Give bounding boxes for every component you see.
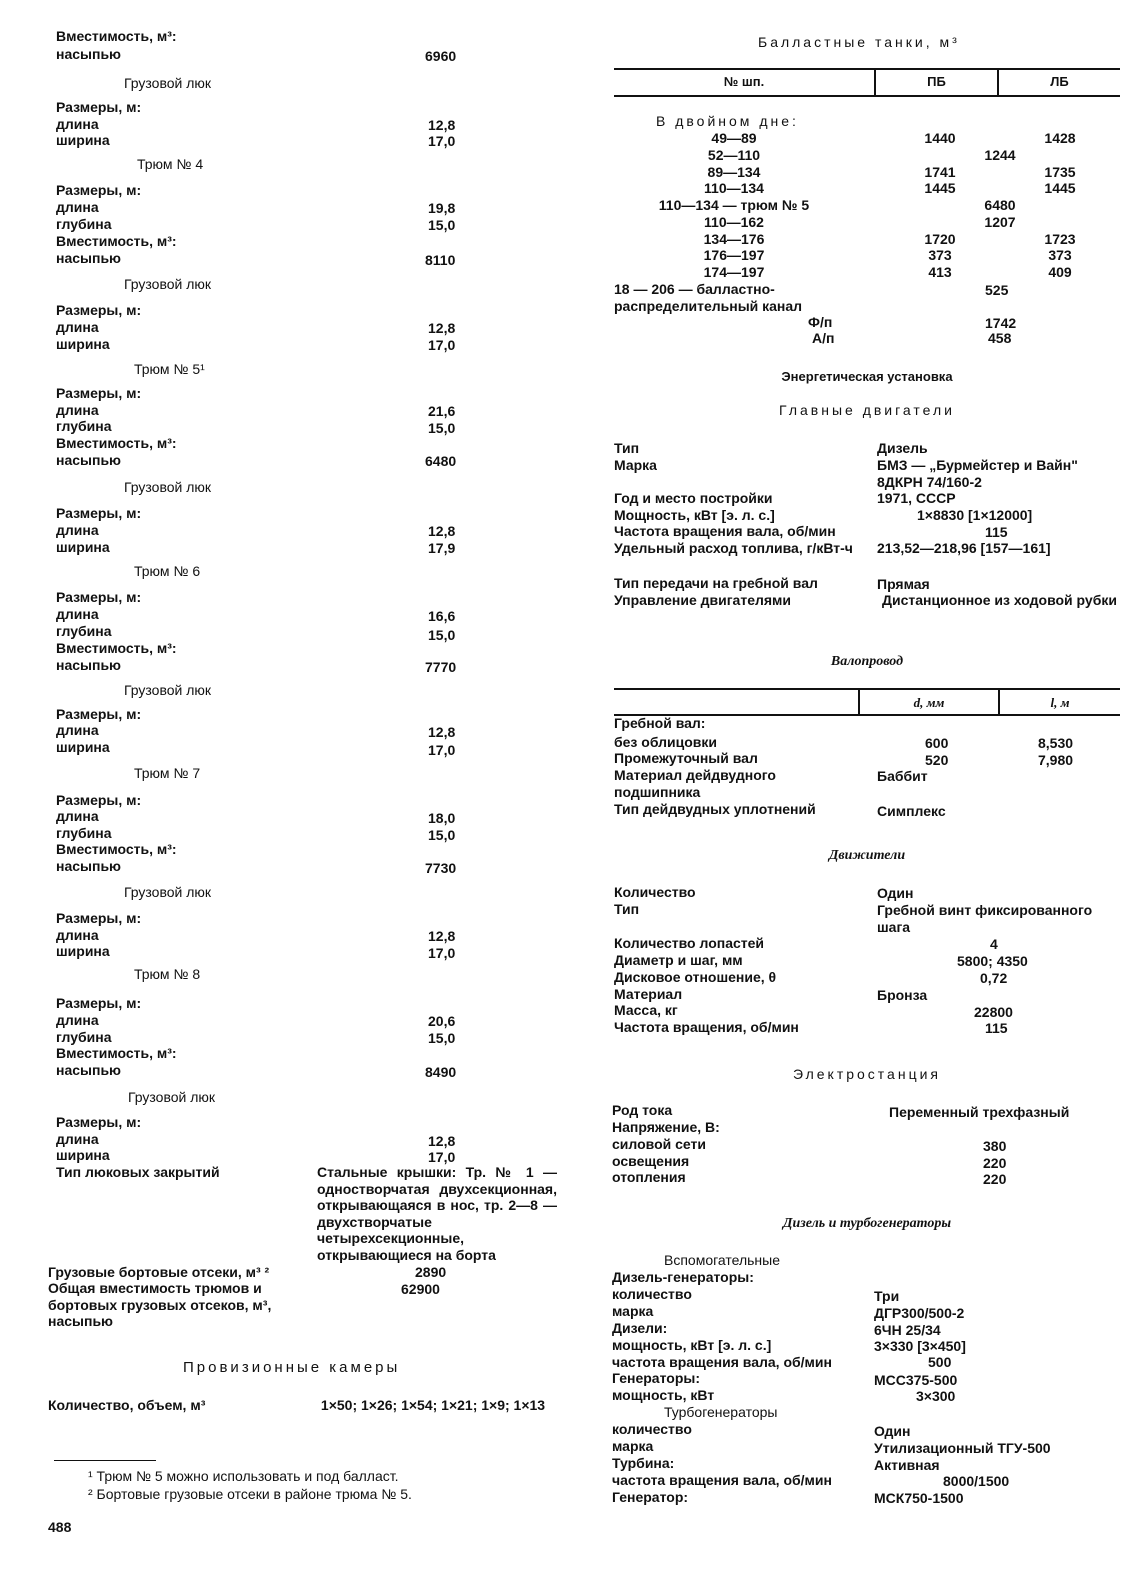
engine-drive-value: Прямая	[877, 576, 930, 592]
shaft-length: 7,980	[1038, 752, 1074, 768]
prop-diameter-label: Диаметр и шаг, мм	[614, 952, 743, 968]
bulk-label: насыпью	[56, 657, 122, 673]
table-top-rule	[614, 68, 1120, 70]
shaft-row-label: Гребной вал:	[614, 715, 706, 731]
depth-label: глубина	[56, 623, 112, 639]
prop-qty-label: Количество	[614, 884, 696, 900]
shaft-row-label: Промежуточный вал	[614, 750, 758, 766]
depth-value: 15,0	[428, 627, 456, 643]
hold-5-heading: Трюм № 5¹	[134, 361, 205, 377]
ballast-lb: 1735	[1044, 163, 1076, 180]
power-plant-heading: Энергетическая установка	[781, 369, 953, 384]
ballast-frame: 110—134 — трюм № 5	[658, 197, 810, 213]
dims-label: Размеры, м:	[56, 302, 142, 318]
length-value: 18,0	[428, 810, 456, 826]
fp-value: 1742	[985, 315, 1017, 331]
hatch-heading: Грузовой люк	[124, 75, 212, 91]
length-label: длина	[56, 606, 99, 622]
engine-brand-value: БМЗ — „Бурмейстер и Вайн" 8ДКРН 74/160-2	[877, 457, 1078, 490]
prop-rpm-label: Частота вращения, об/мин	[614, 1019, 799, 1035]
header-frame: № шп.	[723, 74, 765, 89]
channel-label: 18 — 206 — балластно-распределительный канал	[614, 281, 803, 314]
fp-label: Ф/п	[808, 314, 833, 330]
ballast-lb: 1445	[1044, 180, 1076, 197]
prop-mass-value: 22800	[974, 1004, 1013, 1020]
ballast-frame: 176—197	[703, 247, 765, 264]
bulk-label: насыпью	[56, 250, 122, 266]
lighting-value: 220	[983, 1155, 1007, 1171]
ballast-lb: 409	[1048, 264, 1072, 280]
engine-control-label: Управление двигателями	[614, 592, 792, 608]
generators-label: Генераторы:	[612, 1370, 700, 1386]
auxiliary-subheading: Вспомогательные	[664, 1252, 781, 1268]
capacity-label: Вместимость, м³:	[56, 28, 177, 44]
channel-value: 525	[985, 282, 1009, 298]
depth-label: глубина	[56, 825, 112, 841]
turbine-label: Турбина:	[612, 1455, 675, 1471]
heating-label: отопления	[612, 1169, 686, 1185]
prop-diameter-value: 5800; 4350	[957, 953, 1028, 969]
power-grid-label: силовой сети	[612, 1136, 706, 1152]
ap-label: А/п	[812, 330, 835, 346]
dg-brand-value: ДГР300/500-2	[874, 1305, 965, 1321]
provision-heading: Провизионные камеры	[183, 1359, 401, 1376]
depth-label: глубина	[56, 216, 112, 232]
ballast-pb: 1741	[924, 163, 956, 180]
engine-control-value: Дистанционное из ходовой рубки	[882, 592, 1117, 608]
engine-brand-label: Марка	[614, 457, 657, 473]
lighting-label: освещения	[612, 1153, 690, 1169]
ap-value: 458	[988, 330, 1012, 346]
width-label: ширина	[56, 739, 110, 755]
ballast-pb: 373	[928, 247, 952, 264]
prop-type-label: Тип	[614, 901, 640, 917]
turbine-value: Активная	[874, 1457, 940, 1473]
shaft-diameter: 600	[925, 735, 949, 751]
ballast-frame: 134—176	[703, 230, 765, 247]
header-diameter: d, мм	[913, 695, 945, 710]
prop-type-value: Гребной винт фиксированного шага	[877, 902, 1093, 935]
width-label: ширина	[56, 943, 110, 959]
width-label: ширина	[56, 1147, 110, 1163]
length-value: 20,6	[428, 1013, 456, 1029]
prop-blades-value: 4	[990, 936, 998, 952]
hatch-heading: Грузовой люк	[124, 479, 212, 495]
shaft-row-label: без облицовки	[614, 734, 718, 750]
ballast-pb: 413	[928, 264, 952, 280]
turbine-rpm-label: частота вращения вала, об/мин	[612, 1472, 832, 1488]
bulk-value: 6960	[425, 48, 457, 64]
seal-label: Тип дейдвудных уплотнений	[614, 801, 816, 817]
dims-label: Размеры, м:	[56, 589, 142, 605]
heating-value: 220	[983, 1171, 1007, 1187]
diesel-rpm-value: 500	[928, 1354, 952, 1370]
propulsors-heading: Движители	[828, 848, 906, 863]
engine-power-label: Мощность, кВт [э. л. с.]	[614, 507, 775, 523]
engine-type-value: Дизель	[877, 440, 928, 456]
side-tanks-value: 2890	[415, 1264, 447, 1280]
dg-brand-label: марка	[612, 1303, 654, 1319]
ballast-pb: 1720	[924, 230, 956, 247]
width-value: 17,0	[428, 742, 456, 758]
length-value: 12,8	[428, 724, 456, 740]
width-value: 17,9	[428, 540, 456, 556]
engine-fuel-value: 213,52—218,96 [157—161]	[877, 540, 1051, 556]
ballast-lb: 1723	[1044, 230, 1076, 247]
engine-year-value: 1971, СССР	[877, 490, 956, 506]
total-capacity-value: 62900	[401, 1281, 440, 1297]
ballast-frame: 89—134	[707, 163, 761, 180]
diesel-rpm-label: частота вращения вала, об/мин	[612, 1354, 832, 1370]
length-label: длина	[56, 522, 99, 538]
dims-label: Размеры, м:	[56, 910, 142, 926]
length-label: длина	[56, 1012, 99, 1028]
power-station-heading: Электростанция	[792, 1066, 941, 1082]
length-label: длина	[56, 722, 99, 738]
depth-value: 15,0	[428, 217, 456, 233]
main-engines-heading: Главные двигатели	[779, 402, 955, 418]
double-bottom-label: В двойном дне:	[656, 113, 799, 129]
width-label: ширина	[56, 132, 110, 148]
dg-qty-value: Три	[874, 1288, 900, 1304]
footnote-rule	[54, 1460, 156, 1461]
dims-label: Размеры, м:	[56, 1114, 142, 1130]
hold-6-heading: Трюм № 6	[134, 563, 201, 579]
shafting-heading: Валопровод	[830, 654, 904, 669]
capacity-label: Вместимость, м³:	[56, 640, 177, 656]
dims-label: Размеры, м:	[56, 706, 142, 722]
width-value: 17,0	[428, 945, 456, 961]
dims-label: Размеры, м:	[56, 182, 142, 198]
hold-7-heading: Трюм № 7	[134, 765, 201, 781]
prop-material-value: Бронза	[877, 987, 928, 1003]
bearing-value: Баббит	[877, 768, 928, 784]
length-value: 12,8	[428, 523, 456, 539]
length-value: 12,8	[428, 928, 456, 944]
depth-value: 15,0	[428, 420, 456, 436]
ballast-frame: 52—110	[707, 146, 761, 163]
ballast-lb: 373	[1048, 247, 1072, 264]
ballast-heading: Балластные танки, м³	[758, 34, 960, 50]
total-capacity-label: Общая вместимость трюмов и бортовых грузовых отсеков, м³, насыпью	[48, 1280, 272, 1329]
seal-value: Симплекс	[877, 803, 946, 819]
capacity-label: Вместимость, м³:	[56, 841, 177, 857]
engine-drive-label: Тип передачи на гребной вал	[614, 575, 818, 591]
depth-value: 15,0	[428, 827, 456, 843]
engine-rpm-label: Частота вращения вала, об/мин	[614, 523, 836, 539]
bulk-label: насыпью	[56, 46, 122, 62]
hatch-heading: Грузовой люк	[124, 682, 212, 698]
hatch-covers-label: Тип люковых закрытий	[56, 1164, 220, 1180]
bulk-value: 7770	[425, 659, 457, 675]
shaft-diameter: 520	[925, 752, 949, 768]
engine-type-label: Тип	[614, 440, 640, 456]
current-type-value: Переменный трехфазный	[889, 1104, 1070, 1120]
shaft-length: 8,530	[1038, 735, 1074, 751]
bulk-label: насыпью	[56, 1062, 122, 1078]
bulk-value: 7730	[425, 860, 457, 876]
tg-qty-value: Один	[874, 1423, 911, 1439]
ballast-lb: 1428	[1044, 130, 1076, 146]
hatch-heading: Грузовой люк	[124, 276, 212, 292]
length-value: 12,8	[428, 117, 456, 133]
footnote-2: ² Бортовые грузовые отсеки в районе трюма № 5.	[88, 1486, 412, 1502]
length-label: длина	[56, 808, 99, 824]
table-top-rule	[614, 688, 1120, 690]
prop-rpm-value: 115	[985, 1020, 1008, 1036]
width-label: ширина	[56, 539, 110, 555]
table-header-rule	[614, 95, 1120, 97]
provision-value: 1×50; 1×26; 1×54; 1×21; 1×9; 1×13	[320, 1397, 546, 1413]
depth-value: 15,0	[428, 1030, 456, 1046]
bulk-value: 6480	[425, 453, 457, 469]
current-type-label: Род тока	[612, 1102, 673, 1118]
dims-label: Размеры, м:	[56, 792, 142, 808]
tg-generator-label: Генератор:	[612, 1489, 689, 1505]
footnote-1: ¹ Трюм № 5 можно использовать и под балласт.	[88, 1468, 399, 1484]
hatch-heading: Грузовой люк	[128, 1089, 216, 1105]
width-label: ширина	[56, 336, 110, 352]
dg-label: Дизель-генераторы:	[612, 1269, 754, 1285]
hatch-heading: Грузовой люк	[124, 884, 212, 900]
engine-rpm-value: 115	[985, 524, 1008, 540]
power-grid-value: 380	[983, 1138, 1007, 1154]
length-label: длина	[56, 319, 99, 335]
dims-label: Размеры, м:	[56, 505, 142, 521]
diesel-power-label: мощность, кВт [э. л. с.]	[612, 1337, 772, 1353]
tg-qty-label: количество	[612, 1421, 692, 1437]
ballast-pb: 1445	[924, 180, 956, 197]
length-label: длина	[56, 199, 99, 215]
ballast-mid: 1207	[984, 213, 1016, 230]
provision-label: Количество, объем, м³	[48, 1397, 206, 1413]
ballast-frame: 110—162	[704, 213, 764, 230]
turbogenerators-subheading: Турбогенераторы	[664, 1404, 778, 1420]
width-value: 17,0	[428, 133, 456, 149]
length-label: длина	[56, 116, 99, 132]
length-value: 16,6	[428, 608, 456, 624]
hatch-covers-value: Стальные крышки: Тр. № 1 — одностворчатая двухсекционная, открывающаяся в нос, тр. 2—8 — двухстворчатые четырехсекционные, открывающиеся на борта	[317, 1164, 557, 1263]
header-length: l, м	[1050, 695, 1070, 710]
diesel-label: Дизели:	[612, 1320, 668, 1336]
engine-power-value: 1×8830 [1×12000]	[917, 507, 1033, 523]
engine-fuel-label: Удельный расход топлива, г/кВт-ч	[614, 540, 853, 556]
width-value: 17,0	[428, 1149, 456, 1165]
hold-8-heading: Трюм № 8	[134, 966, 201, 982]
diesel-value: 6ЧН 25/34	[874, 1322, 941, 1338]
length-label: длина	[56, 402, 99, 418]
turbine-rpm-value: 8000/1500	[943, 1473, 1010, 1489]
generators-heading: Дизель и турбогенераторы	[782, 1216, 952, 1231]
generators-power-value: 3×300	[916, 1388, 956, 1404]
capacity-label: Вместимость, м³:	[56, 1045, 177, 1061]
tg-generator-value: МСК750-1500	[874, 1490, 964, 1506]
dims-label: Размеры, м:	[56, 995, 142, 1011]
prop-blades-label: Количество лопастей	[614, 935, 765, 951]
length-label: длина	[56, 927, 99, 943]
prop-material-label: Материал	[614, 986, 683, 1002]
width-value: 17,0	[428, 337, 456, 353]
tg-brand-label: марка	[612, 1438, 654, 1454]
dims-label: Размеры, м:	[56, 99, 142, 115]
diesel-power-value: 3×330 [3×450]	[874, 1338, 966, 1354]
ballast-frame: 110—134	[704, 180, 764, 197]
tg-brand-value: Утилизационный ТГУ-500	[874, 1440, 1051, 1456]
depth-label: глубина	[56, 418, 112, 434]
bulk-label: насыпью	[56, 858, 122, 874]
prop-mass-label: Масса, кг	[614, 1002, 678, 1018]
length-value: 12,8	[428, 320, 456, 336]
length-value: 19,8	[428, 200, 456, 216]
bulk-value: 8490	[425, 1064, 457, 1080]
length-label: длина	[56, 1131, 99, 1147]
prop-qty-value: Один	[877, 885, 914, 901]
header-pb: ПБ	[927, 74, 946, 89]
generators-power-label: мощность, кВт	[612, 1387, 715, 1403]
bulk-label: насыпью	[56, 452, 122, 468]
length-value: 21,6	[428, 403, 456, 419]
hold-4-heading: Трюм № 4	[137, 156, 204, 172]
page-number: 488	[48, 1519, 72, 1535]
ballast-frame: 49—89	[711, 130, 757, 146]
length-value: 12,8	[428, 1133, 456, 1149]
dims-label: Размеры, м:	[56, 385, 142, 401]
ballast-frame: 174—197	[703, 264, 765, 280]
bulk-value: 8110	[425, 252, 456, 268]
dg-qty-label: количество	[612, 1286, 692, 1302]
generators-value: МСС375-500	[874, 1372, 958, 1388]
side-tanks-label: Грузовые бортовые отсеки, м³ ²	[48, 1264, 270, 1280]
capacity-label: Вместимость, м³:	[56, 233, 177, 249]
bearing-label: Материал дейдвудного подшипника	[614, 767, 776, 800]
prop-disc-label: Дисковое отношение, θ	[614, 969, 777, 985]
voltage-label: Напряжение, В:	[612, 1119, 720, 1135]
header-lb: ЛБ	[1050, 74, 1069, 89]
ballast-mid: 6480	[984, 197, 1016, 213]
prop-disc-value: 0,72	[980, 970, 1008, 986]
ballast-pb: 1440	[924, 130, 956, 146]
capacity-label: Вместимость, м³:	[56, 435, 177, 451]
depth-label: глубина	[56, 1029, 112, 1045]
ballast-mid: 1244	[984, 146, 1016, 163]
engine-year-label: Год и место постройки	[614, 490, 773, 506]
